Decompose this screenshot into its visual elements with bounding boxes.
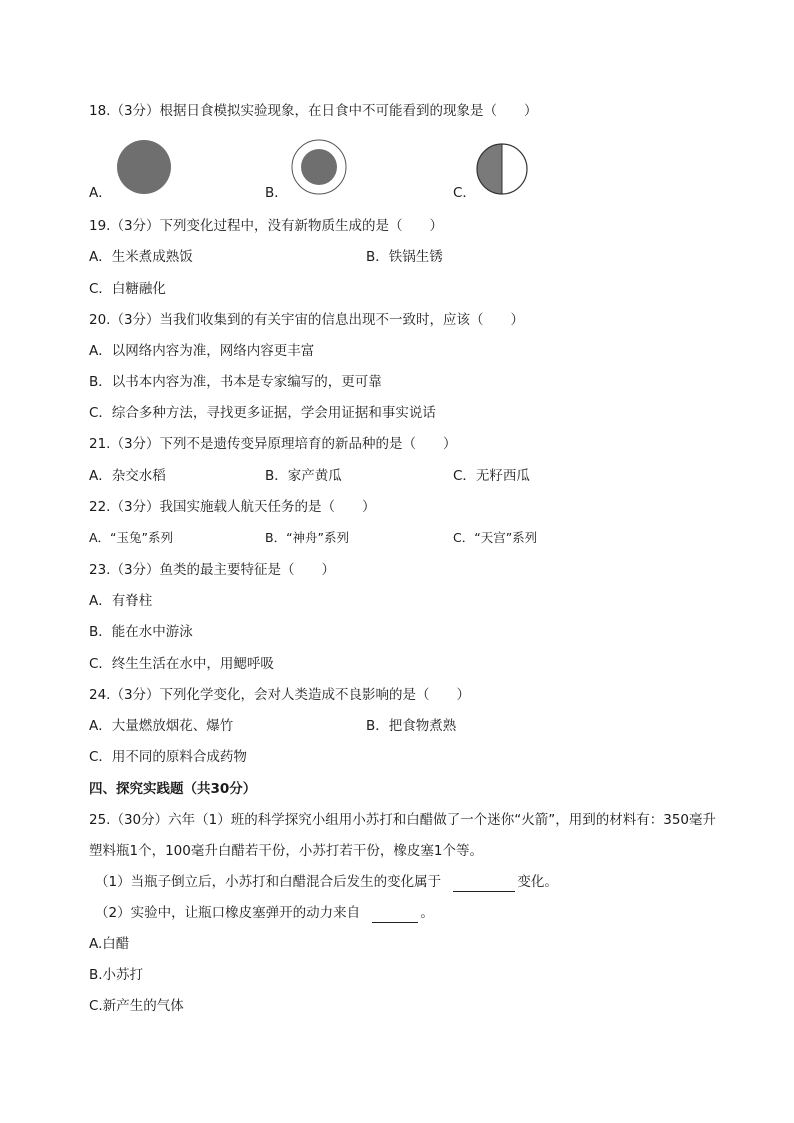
q25-stem-line2: 塑料瓶1个，100毫升白醋若干份，小苏打若干份，橡皮塞1个等。 — [89, 843, 483, 859]
q22-option-b: B．“神舟”系列 — [265, 530, 350, 545]
q25-stem-line1: 25.（30分）六年（1）班的科学探究小组用小苏打和白醋做了一个迷你“火箭”，用到的材料有：350毫升 — [89, 812, 716, 828]
q25-sub1-suffix: 变化。 — [517, 874, 558, 890]
q25-sub2-blank[interactable] — [372, 904, 418, 923]
q25-sub2 — [95, 904, 434, 923]
q24-stem: 24.（3分）下列化学变化，会对人类造成不良影响的是（ ） — [89, 687, 471, 703]
q24-option-c: C．用不同的原料合成药物 — [89, 749, 247, 765]
q24-option-a: A．大量燃放烟花、爆竹 — [89, 718, 234, 734]
q19-option-c: C．白糖融化 — [89, 281, 166, 297]
q22-option-a: A．“玉兔”系列 — [89, 530, 174, 545]
q24-option-b: B．把食物煮熟 — [366, 718, 457, 734]
q23-stem: 23.（3分）鱼类的最主要特征是（ ） — [89, 562, 336, 578]
q21-option-c: C．无籽西瓜 — [453, 468, 530, 484]
q25-option-c: C.新产生的气体 — [89, 998, 184, 1014]
q21-option-a: A．杂交水稻 — [89, 468, 166, 484]
q23-option-b: B．能在水中游泳 — [89, 624, 193, 640]
q23-option-a: A．有脊柱 — [89, 593, 153, 609]
q18-option-c: C． — [453, 185, 476, 201]
q23-option-c: C．终生生活在水中，用鳃呼吸 — [89, 656, 274, 672]
q25-sub2-text: （2）实验中，让瓶口橡皮塞弹开的动力来自 — [95, 905, 361, 921]
q18-option-b: B． — [265, 185, 288, 201]
q18-image-a — [115, 138, 173, 196]
q25-sub2-suffix: 。 — [420, 905, 434, 921]
q18-image-b — [290, 138, 348, 196]
q19-option-b: B．铁锅生锈 — [366, 249, 443, 265]
q22-stem: 22.（3分）我国实施载人航天任务的是（ ） — [89, 499, 376, 515]
q20-option-b: B．以书本内容为准，书本是专家编写的，更可靠 — [89, 374, 382, 390]
q18-option-a: A． — [89, 185, 112, 201]
q20-option-c: C．综合多种方法，寻找更多证据，学会用证据和事实说话 — [89, 405, 436, 421]
q18-image-c — [476, 143, 528, 195]
q20-option-a: A．以网络内容为准，网络内容更丰富 — [89, 343, 315, 359]
q21-stem: 21.（3分）下列不是遗传变异原理培育的新品种的是（ ） — [89, 436, 457, 452]
q25-sub1-text: （1）当瓶子倒立后，小苏打和白醋混合后发生的变化属于 — [95, 874, 442, 890]
section-heading: 四、探究实践题（共30分） — [89, 781, 257, 797]
q19-stem: 19.（3分）下列变化过程中，没有新物质生成的是（ ） — [89, 218, 444, 234]
q20-stem: 20.（3分）当我们收集到的有关宇宙的信息出现不一致时，应该（ ） — [89, 312, 525, 328]
q25-option-a: A.白醋 — [89, 936, 130, 952]
q22-option-c: C．“天宫”系列 — [453, 530, 538, 545]
q19-option-a: A．生米煮成熟饭 — [89, 249, 193, 265]
q25-sub1 — [95, 873, 558, 892]
q18-stem: 18.（3分）根据日食模拟实验现象，在日食中不可能看到的现象是（ ） — [89, 103, 538, 119]
q21-option-b: B．家产黄瓜 — [265, 468, 342, 484]
q25-option-b: B.小苏打 — [89, 967, 144, 983]
q25-sub1-blank[interactable] — [453, 873, 515, 892]
